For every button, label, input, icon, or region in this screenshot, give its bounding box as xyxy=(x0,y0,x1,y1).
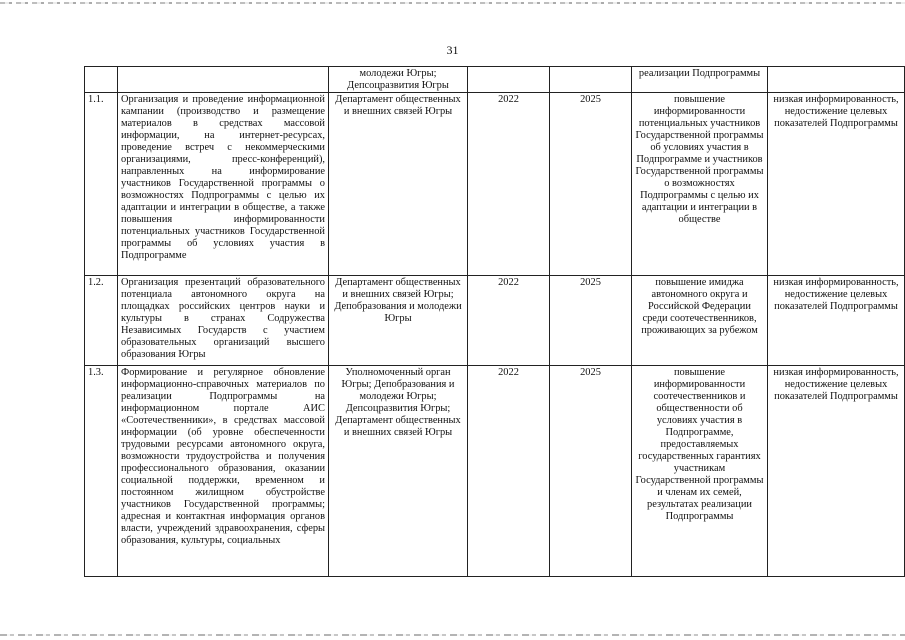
table-row xyxy=(85,276,905,366)
cell-risk: низкая информированность, недостижение целевых показателей Подпрограммы xyxy=(768,93,905,276)
page-number: 31 xyxy=(446,43,459,57)
scan-edge-bottom xyxy=(0,634,905,636)
cell-start-year: 2022 xyxy=(468,93,550,276)
cell-end-year: 2025 xyxy=(550,366,632,577)
cell-risk: низкая информированность, недостижение целевых показателей Подпрограммы xyxy=(768,366,905,577)
cell-num: 1.1. xyxy=(85,93,118,276)
cell-result: повышение информированности соотечественников и общественности об условиях участия в Подпрограмме, предоставляемых государственных гарантиях участникам Государственной программы и членам их семей, результатах реализации Подпрограммы xyxy=(632,366,768,577)
cell-end-year: 2025 xyxy=(550,276,632,366)
cell-num xyxy=(85,67,118,93)
cell-end-year xyxy=(550,67,632,93)
cell-risk xyxy=(768,67,905,93)
cell-num: 1.2. xyxy=(85,276,118,366)
cell-responsible: Уполномоченный орган Югры; Депобразования и молодежи Югры; Депсоцразвития Югры; Департамент общественных и внешних связей Югры xyxy=(329,366,468,577)
cell-activity: Формирование и регулярное обновление информационно-справочных материалов по реализации Подпрограммы на информационном портале АИС «Соотечественники», в средствах массовой информации (об уровне обеспеченности трудовыми ресурсами автономного округа, возможности трудоустройства и получения профессионального образования, оказании социальной поддержки, временном и постоянном жилищном обустройстве участников Государственной программы; адресная и контактная информация органов власти, учреждений здравоохранения, сферы образования, культуры, социальных xyxy=(118,366,329,577)
cell-start-year: 2022 xyxy=(468,276,550,366)
table-row xyxy=(85,93,905,276)
cell-risk: низкая информированность, недостижение целевых показателей Подпрограммы xyxy=(768,276,905,366)
scan-edge-top xyxy=(0,2,905,4)
cell-result: повышение информированности потенциальных участников Государственной программы об условиях участия в Подпрограмме и участников Государственной программы о возможностях Подпрограммы с целью их адаптации и интеграции в обществе xyxy=(632,93,768,276)
cell-end-year: 2025 xyxy=(550,93,632,276)
cell-activity: Организация и проведение информационной кампании (производство и размещение материалов в средствах массовой информации, на интернет-ресурсах, проведение встреч с некоммерческими организациями, пресс-конференций), направленных на информирование участников Государственной программы о возможностях Подпрограммы с целью их адаптации и интеграции в обществе, а также повышения информированности потенциальных участников Государственной программы об условиях участия в Подпрограмме xyxy=(118,93,329,276)
cell-num: 1.3. xyxy=(85,366,118,577)
cell-responsible: Департамент общественных и внешних связей Югры xyxy=(329,93,468,276)
cell-result: повышение имиджа автономного округа и Российской Федерации среди соотечественников, проживающих за рубежом xyxy=(632,276,768,366)
cell-responsible: молодежи Югры; Депсоцразвития Югры xyxy=(329,67,468,93)
cell-activity: Организация презентаций образовательного потенциала автономного округа на площадках российских центров науки и культуры в странах Содружества Независимых Государств с участием образовательных организаций высшего образования Югры xyxy=(118,276,329,366)
cell-start-year xyxy=(468,67,550,93)
cell-start-year: 2022 xyxy=(468,366,550,577)
cell-result: реализации Подпрограммы xyxy=(632,67,768,93)
cell-responsible: Департамент общественных и внешних связей Югры; Депобразования и молодежи Югры xyxy=(329,276,468,366)
cell-activity xyxy=(118,67,329,93)
table-row-continuation xyxy=(85,67,905,93)
program-measures-table xyxy=(84,66,905,577)
table-row xyxy=(85,366,905,577)
